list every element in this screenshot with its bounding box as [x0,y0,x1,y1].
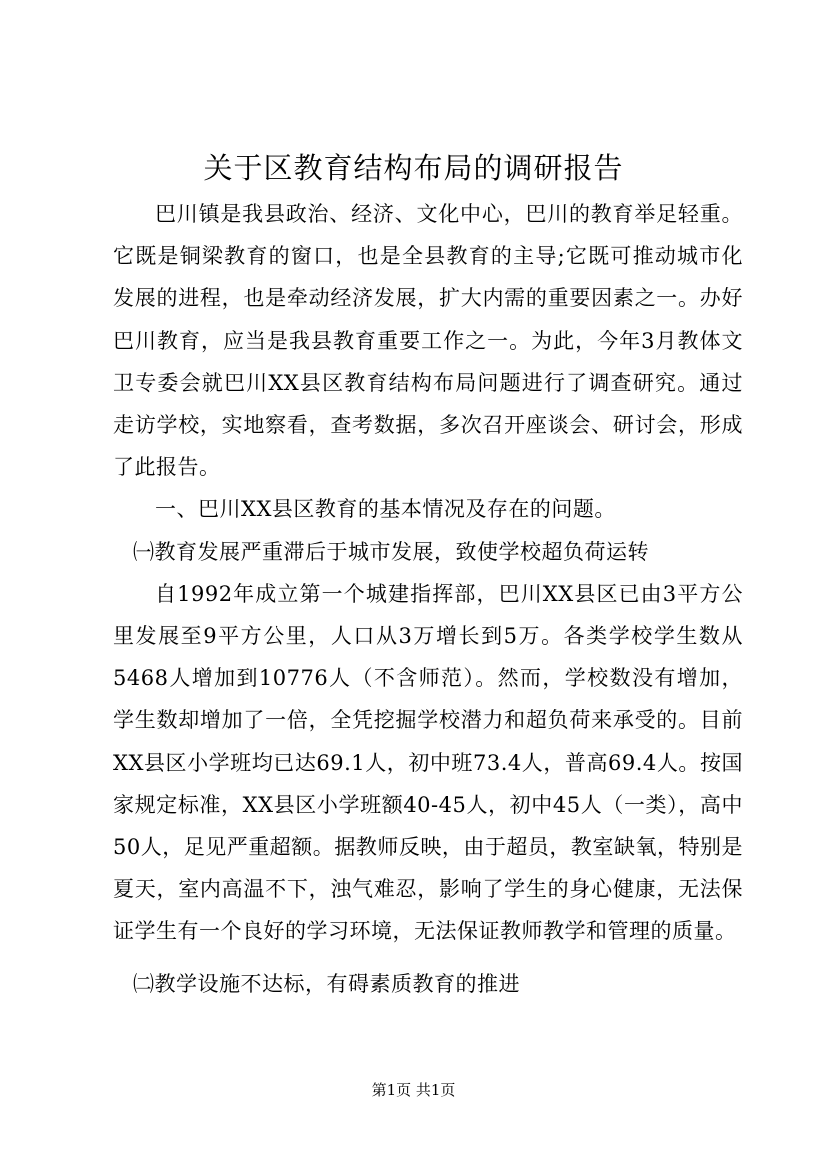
paragraph-student-growth: 自1992年成立第一个城建指挥部，巴川XX县区已由3平方公里发展至9平方公里，人口从3万增长到5万。各类学校学生数从5468人增加到10776人（不含师范）。然而，学校数没有增加，学生数却增加了一倍，全凭挖掘学校潜力和超负荷来承受的。目前XX县区小学班均已达69.1人，初中班73.4人，普高69.4人。按国家规定标准，XX县区小学班额40-45人，初中45人（一类），高中50人，足见严重超额。据教师反映，由于超员，教室缺氧，特别是夏天，室内高温不下，浊气难忍，影响了学生的身心健康，无法保证学生有一个良好的学习环境，无法保证教师教学和管理的质量。 [113,581,743,944]
page-number-footer: 第1页 共1页 [371,1081,456,1099]
document-body [113,193,743,1005]
document-title: 关于区教育结构布局的调研报告 [203,151,624,185]
paragraph-intro: 巴川镇是我县政治、经济、文化中心，巴川的教育举足轻重。它既是铜梁教育的窗口，也是全县教育的主导;它既可推动城市化发展的进程，也是牵动经济发展，扩大内需的重要因素之一。办好巴川教育，应当是我县教育重要工作之一。为此，今年3月教体文卫专委会就巴川XX县区教育结构布局问题进行了调查研究。通过走访学校，实地察看，查考数据，多次召开座谈会、研讨会，形成了此报告。 [113,202,743,480]
subsection-heading-1: ㈠教育发展严重滞后于城市发展，致使学校超负荷运转 [133,539,649,564]
subsection-heading-2: ㈡教学设施不达标，有碍素质教育的推进 [133,971,520,996]
section-heading-1: 一、巴川XX县区教育的基本情况及存在的问题。 [155,497,616,522]
